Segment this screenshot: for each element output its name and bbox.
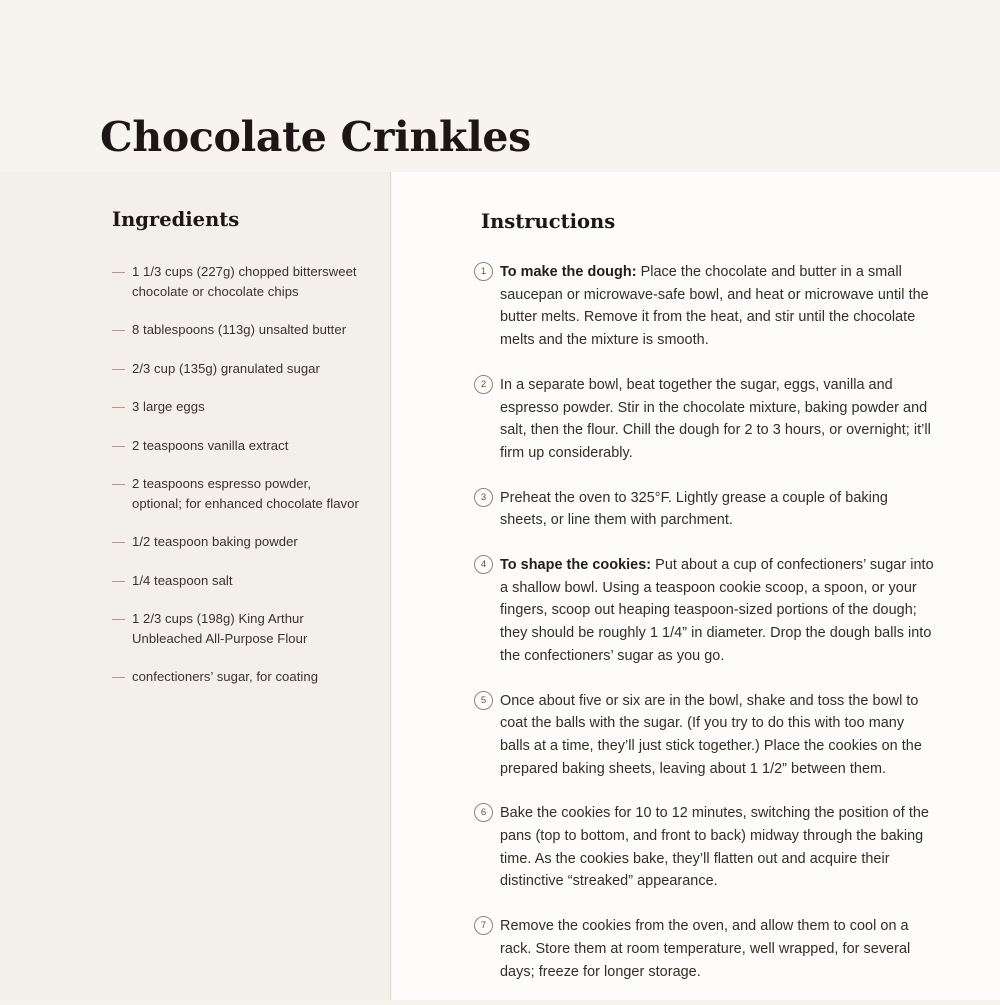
- step-text: Preheat the oven to 325°F. Lightly grease a couple of baking sheets, or line them with parchment.: [500, 489, 888, 529]
- dash-icon: —: [112, 476, 126, 491]
- ingredient-text: 3 large eggs: [132, 399, 205, 414]
- list-item: [474, 487, 936, 532]
- instructions-heading: Instructions: [481, 210, 616, 233]
- list-item: [112, 667, 364, 687]
- step-number: 7: [474, 916, 493, 935]
- list-item: [112, 320, 364, 340]
- dash-icon: —: [112, 360, 126, 376]
- ingredients-column: [0, 172, 391, 1000]
- step-text: Once about five or six are in the bowl, shake and toss the bowl to coat the balls with the sugar. (If you try to do this with too many balls at a time, they’ll just stick together.) Place the cookies on the prepared baking sheets, leaving about 1 1/2” between them.: [500, 692, 922, 777]
- list-item: [474, 374, 936, 465]
- ingredient-text: 1/2 teaspoon baking powder: [132, 534, 298, 549]
- list-item: [112, 474, 364, 513]
- list-item: [474, 915, 936, 983]
- list-item: [474, 554, 936, 668]
- ingredient-text: 1/4 teaspoon salt: [132, 572, 233, 588]
- ingredient-text: confectioners’ sugar, for coating: [132, 669, 319, 684]
- ingredient-text: 2 teaspoons vanilla extract: [132, 437, 289, 453]
- list-item: [112, 262, 364, 301]
- dash-icon: —: [112, 437, 126, 453]
- ingredient-text: 1 2/3 cups (198g) King Arthur Unbleached All-Purpose Flour: [132, 611, 308, 646]
- list-item: [112, 532, 364, 552]
- list-item: [112, 436, 364, 456]
- instructions-column: [392, 172, 1000, 1000]
- ingredient-text: 8 tablespoons (113g) unsalted butter: [132, 322, 347, 337]
- step-number: 5: [474, 691, 493, 710]
- step-text: Place the chocolate and butter in a small saucepan or microwave-safe bowl, and heat or microwave until the butter melts. Remove it from the heat, and stir until the chocolate melts and the mixture is smooth.: [500, 264, 929, 349]
- step-number: 6: [474, 803, 493, 822]
- list-item: [474, 690, 936, 781]
- dash-icon: —: [112, 669, 126, 684]
- step-text: Bake the cookies for 10 to 12 minutes, switching the position of the pans (top to bottom, and front to back) midway through the baking time. As the cookies bake, they’ll flatten out and acquire their distinctive “streaked” appearance.: [500, 805, 929, 890]
- step-text: Put about a cup of confectioners’ sugar into a shallow bowl. Using a teaspoon cookie scoop, a spoon, or your fingers, scoop out heaping teaspoon-sized portions of the dough; they should be roughly 1 1/4” in diameter. Drop the dough balls into the confectioners’ sugar as you go.: [500, 557, 934, 664]
- list-item: [474, 802, 936, 893]
- list-item: [112, 359, 364, 379]
- ingredient-text: 2/3 cup (135g) granulated sugar: [132, 360, 320, 376]
- step-number: 2: [474, 375, 493, 394]
- dash-icon: —: [112, 399, 126, 414]
- step-number: 1: [474, 262, 493, 281]
- dash-icon: —: [112, 534, 126, 549]
- list-item: [112, 609, 364, 648]
- dash-icon: —: [112, 572, 126, 588]
- step-text: In a separate bowl, beat together the sugar, eggs, vanilla and espresso powder. Stir in the chocolate mixture, baking powder and salt, then the flour. Chill the dough for 2 to 3 hours, or overnight; it’ll firm up considerably.: [500, 376, 931, 461]
- title-band: [0, 0, 1000, 172]
- dash-icon: —: [112, 611, 126, 626]
- step-number: 4: [474, 555, 493, 574]
- list-item: [112, 397, 364, 417]
- step-number: 3: [474, 488, 493, 507]
- page-title: Chocolate Crinkles: [100, 113, 531, 162]
- dash-icon: —: [112, 264, 126, 279]
- step-lead: To make the dough:: [500, 264, 637, 280]
- ingredient-text: 2 teaspoons espresso powder, optional; for enhanced chocolate flavor: [132, 476, 359, 511]
- list-item: [112, 571, 364, 591]
- recipe-body: [0, 172, 1000, 1000]
- ingredients-list: [112, 262, 364, 706]
- step-lead: To shape the cookies:: [500, 557, 652, 574]
- step-text: Remove the cookies from the oven, and allow them to cool on a rack. Store them at room temperature, well wrapped, for several days; freeze for longer storage.: [500, 918, 911, 980]
- ingredients-heading: Ingredients: [112, 208, 240, 231]
- ingredient-text: 1 1/3 cups (227g) chopped bittersweet chocolate or chocolate chips: [132, 264, 357, 299]
- dash-icon: —: [112, 322, 126, 337]
- list-item: [474, 261, 936, 352]
- instructions-list: [474, 261, 936, 1005]
